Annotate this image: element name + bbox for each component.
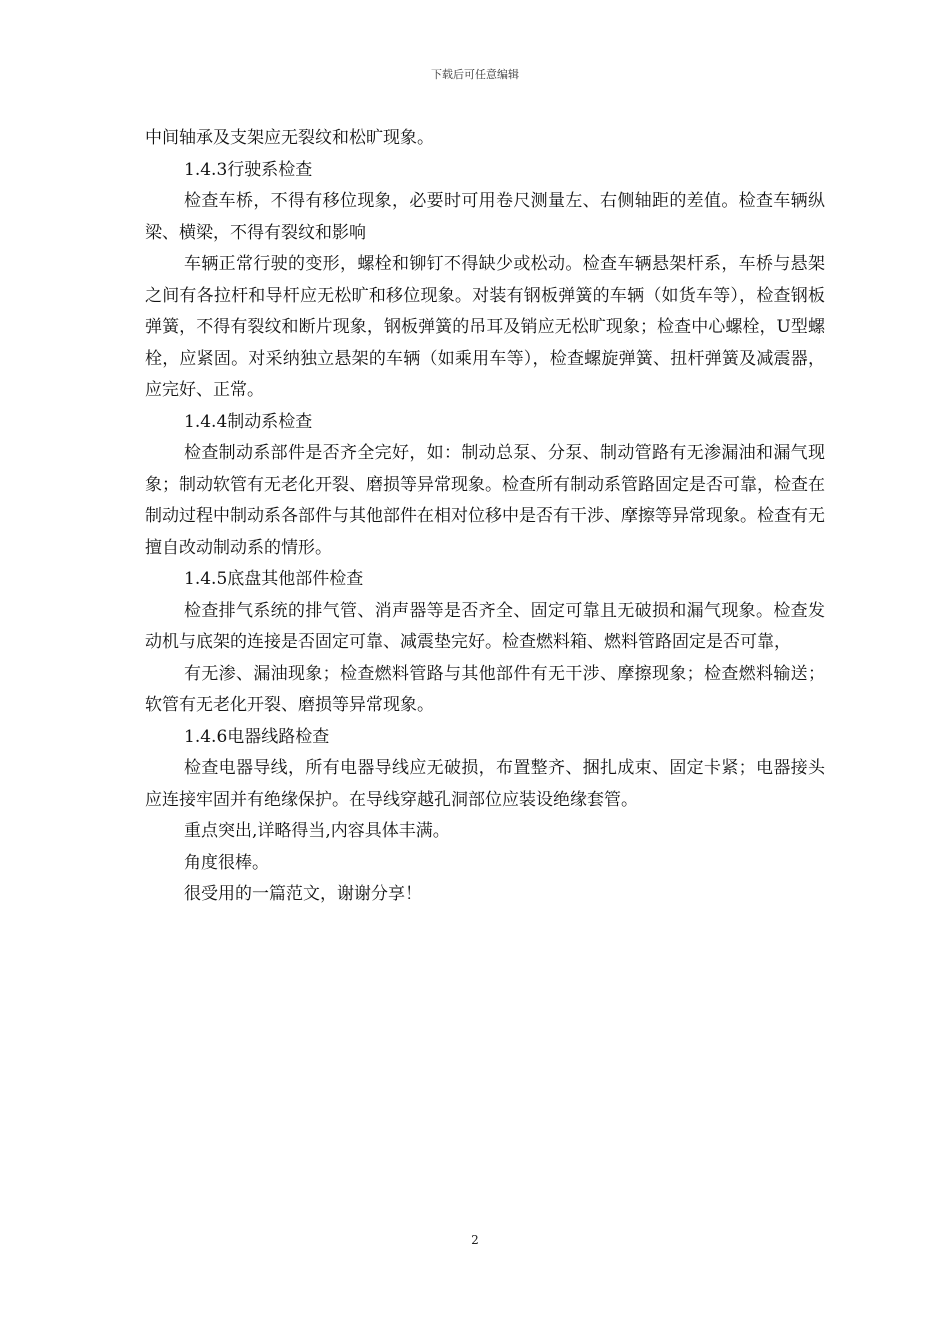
paragraph-brake-check: 检查制动系部件是否齐全完好，如：制动总泵、分泵、制动管路有无渗漏油和漏气现象；制动软管有无老化开裂、磨损等异常现象。检查所有制动系管路固定是否可靠，检查在制动过程中制动系各部件与其他部件在相对位移中是否有干涉、摩擦等异常现象。检查有无擅自改动制动系的情形。 bbox=[145, 443, 825, 558]
paragraph-axle-check: 检查车桥，不得有移位现象，必要时可用卷尺测量左、右侧轴距的差值。检查车辆纵梁、横梁，不得有裂纹和影响 bbox=[145, 191, 825, 243]
section-heading-1-4-6: 1.4.6电器线路检查 bbox=[184, 726, 330, 747]
paragraph-comment-2: 角度很棒。 bbox=[184, 852, 269, 873]
section-heading-1-4-5: 1.4.5底盘其他部件检查 bbox=[184, 569, 364, 589]
page-header-note: 下载后可任意编辑 bbox=[431, 68, 519, 81]
page-number: 2 bbox=[471, 1233, 479, 1247]
paragraph-comment-3: 很受用的一篇范文，谢谢分享！ bbox=[184, 884, 422, 904]
section-heading-1-4-3: 1.4.3行驶系检查 bbox=[184, 159, 313, 180]
paragraph-continuation: 中间轴承及支架应无裂纹和松旷现象。 bbox=[145, 128, 434, 148]
paragraph-comment-1: 重点突出,详略得当,内容具体丰满。 bbox=[184, 821, 450, 841]
paragraph-wiring-check: 检查电器导线，所有电器导线应无破损，布置整齐、捆扎成束、固定卡紧；电器接头应连接牢固并有绝缘保护。在导线穿越孔洞部位应装设绝缘套管。 bbox=[145, 758, 825, 810]
document-body bbox=[145, 123, 825, 911]
section-heading-1-4-4: 1.4.4制动系检查 bbox=[184, 411, 313, 432]
paragraph-exhaust-check: 检查排气系统的排气管、消声器等是否齐全、固定可靠且无破损和漏气现象。检查发动机与底架的连接是否固定可靠、减震垫完好。检查燃料箱、燃料管路固定是否可靠， bbox=[145, 600, 825, 652]
paragraph-suspension-check: 车辆正常行驶的变形，螺栓和铆钉不得缺少或松动。检查车辆悬架杆系，车桥与悬架之间有各拉杆和导杆应无松旷和移位现象。对装有钢板弹簧的车辆（如货车等），检查钢板弹簧，不得有裂纹和断片现象，钢板弹簧的吊耳及销应无松旷现象；检查中心螺栓，U型螺栓，应紧固。对采纳独立悬架的车辆（如乘用车等），检查螺旋弹簧、扭杆弹簧及减震器，应完好、正常。 bbox=[145, 254, 825, 400]
paragraph-fuel-line-check: 有无渗、漏油现象；检查燃料管路与其他部件有无干涉、摩擦现象；检查燃料输送；软管有无老化开裂、磨损等异常现象。 bbox=[145, 663, 825, 715]
